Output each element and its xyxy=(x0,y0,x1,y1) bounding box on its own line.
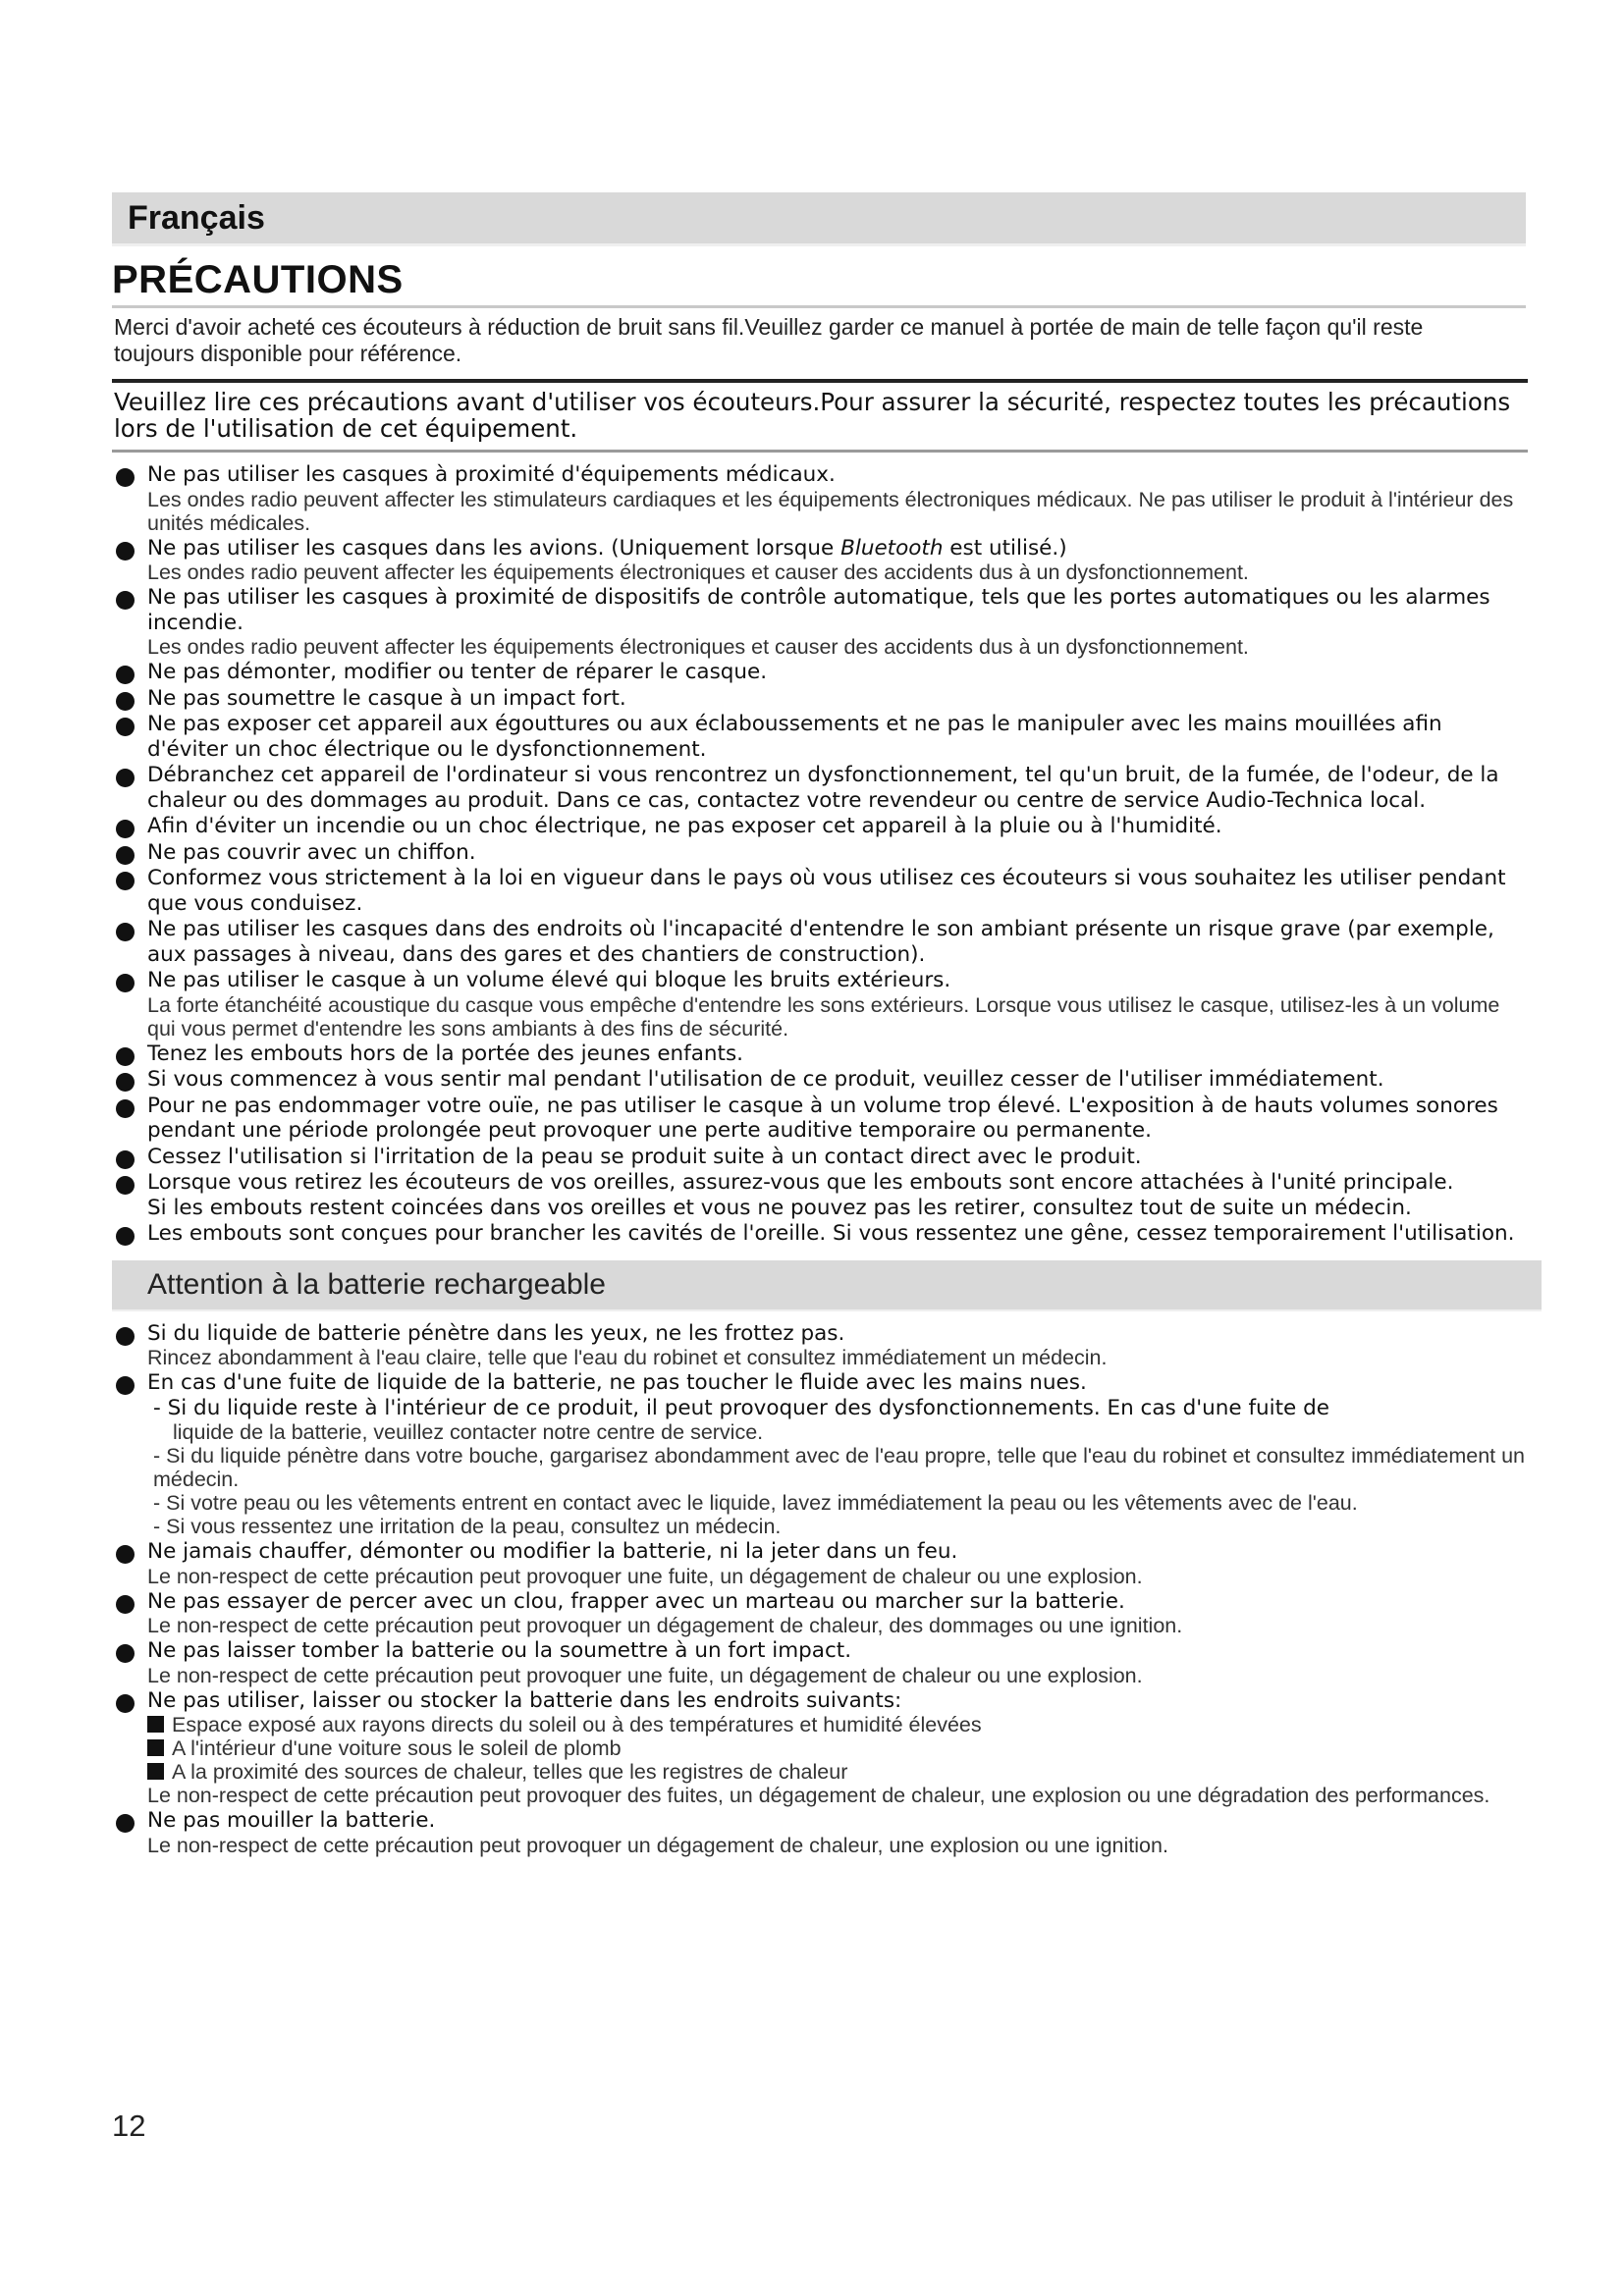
list-item xyxy=(112,866,1526,916)
list-item xyxy=(112,814,1526,839)
item-body: Les ondes radio peuvent affecter les équipements électroniques et causer des accidents dus à un dysfonctionnement. xyxy=(147,635,1249,659)
list-item xyxy=(112,1539,1526,1588)
list-item xyxy=(112,1094,1526,1144)
list-item xyxy=(112,660,1526,685)
square-bullet-icon xyxy=(147,1716,164,1733)
square-bullet-text: Espace exposé aux rayons directs du soleil ou à des températures et humidité élevées xyxy=(172,1713,982,1736)
item-body: Les ondes radio peuvent affecter les stimulateurs cardiaques et les équipements électroniques médicaux. Ne pas utiliser le produit à l'intérieur des unités médicales. xyxy=(147,487,1514,535)
item-heading: Ne pas essayer de percer avec un clou, frapper avec un marteau ou marcher sur la batterie. xyxy=(147,1588,1125,1614)
square-bullet-text: A l'intérieur d'une voiture sous le soleil de plomb xyxy=(172,1736,622,1760)
list-item xyxy=(112,917,1526,967)
item-body: Le non-respect de cette précaution peut provoquer une fuite, un dégagement de chaleur ou une explosion. xyxy=(147,1564,1143,1588)
item-subpoint: - Si du liquide reste à l'intérieur de ce produit, il peut provoquer des dysfonctionnements. En cas d'une fuite de xyxy=(153,1395,1329,1420)
item-body: Le non-respect de cette précaution peut provoquer un dégagement de chaleur, des dommages ou une ignition. xyxy=(147,1614,1183,1637)
item-heading: Cessez l'utilisation si l'irritation de la peau se produit suite à un contact direct avec le produit. xyxy=(147,1144,1142,1169)
item-heading: Tenez les embouts hors de la portée des jeunes enfants. xyxy=(147,1041,744,1066)
item-heading: Ne pas utiliser les casques à proximité de dispositifs de contrôle automatique, tels que les portes automatiques ou les alarmes incendie. xyxy=(147,585,1490,635)
battery-section-header: Attention à la batterie rechargeable xyxy=(112,1260,1542,1311)
item-subpoint: - Si votre peau ou les vêtements entrent en contact avec le liquide, lavez immédiatement la peau ou les vêtements avec de l'eau. xyxy=(153,1491,1358,1515)
square-bullet-item xyxy=(147,1736,1526,1760)
item-heading: Ne pas utiliser, laisser ou stocker la batterie dans les endroits suivants: xyxy=(147,1687,902,1713)
heading-text: Ne pas utiliser les casques dans les avions. (Uniquement lorsque xyxy=(147,535,841,561)
list-item xyxy=(112,840,1526,866)
list-item xyxy=(112,686,1526,712)
list-item xyxy=(112,1170,1526,1220)
item-heading: Ne pas utiliser les casques à proximité d'équipements médicaux. xyxy=(147,462,836,487)
list-item xyxy=(112,1321,1526,1370)
item-heading: Lorsque vous retirez les écouteurs de vos oreilles, assurez-vous que les embouts sont encore attachées à l'unité principale. xyxy=(147,1170,1454,1195)
safety-notice: Veuillez lire ces précautions avant d'utiliser vos écouteurs.Pour assurer la sécurité, respectez toutes les précautions lors de l'utilisation de cet équipement. xyxy=(112,379,1528,453)
item-heading: Ne pas utiliser le casque à un volume élevé qui bloque les bruits extérieurs. xyxy=(147,968,951,992)
item-heading: Ne pas laisser tomber la batterie ou la soumettre à un fort impact. xyxy=(147,1638,852,1663)
list-item xyxy=(112,1638,1526,1687)
item-heading: Débranchez cet appareil de l'ordinateur si vous rencontrez un dysfonctionnement, tel qu'un bruit, de la fumée, de l'odeur, de la chaleur ou des dommages au produit. Dans ce cas, contactez votre revendeur ou centre de service Audio-Technica local. xyxy=(147,763,1499,813)
battery-list xyxy=(112,1321,1526,1857)
list-item xyxy=(112,1221,1526,1247)
square-bullet-text: A la proximité des sources de chaleur, telles que les registres de chaleur xyxy=(172,1760,848,1784)
item-subpoint: - Si du liquide pénètre dans votre bouche, gargarisez abondamment avec de l'eau propre, telle que l'eau du robinet et consultez immédiatement un médecin. xyxy=(153,1444,1526,1491)
item-subpoint: - Si vous ressentez une irritation de la peau, consultez un médecin. xyxy=(153,1515,782,1538)
list-item xyxy=(112,462,1526,535)
item-extra: Si les embouts restent coincées dans vos oreilles et vous ne pouvez pas les retirer, consultez tout de suite un médecin. xyxy=(147,1195,1412,1220)
item-heading: Conformez vous strictement à la loi en vigueur dans le pays où vous utilisez ces écouteurs si vous souhaitez les utiliser pendant que vous conduisez. xyxy=(147,866,1506,916)
list-item xyxy=(112,1688,1526,1808)
square-bullet-icon xyxy=(147,1739,164,1756)
item-heading: Ne pas utiliser les casques dans des endroits où l'incapacité d'entendre le son ambiant présente un risque grave (par exemple, aux passages à niveau, dans des gares et des chantiers de construction). xyxy=(147,917,1494,967)
item-heading: Les embouts sont conçues pour brancher les cavités de l'oreille. Si vous ressentez une gêne, cessez temporairement l'utilisation. xyxy=(147,1221,1515,1246)
item-body: La forte étanchéité acoustique du casque vous empêche d'entendre les sons extérieurs. Lorsque vous utilisez le casque, utilisez-les à un volume qui vous permet d'entendre les sons ambiants à des fins de sécurité. xyxy=(147,992,1500,1041)
item-body: Le non-respect de cette précaution peut provoquer un dégagement de chaleur, une explosion ou une ignition. xyxy=(147,1833,1168,1857)
square-bullet-item xyxy=(147,1713,1526,1736)
item-heading: Si vous commencez à vous sentir mal pendant l'utilisation de ce produit, veuillez cesser de l'utiliser immédiatement. xyxy=(147,1067,1384,1092)
bluetooth-term: Bluetooth xyxy=(840,535,944,561)
language-header: Français xyxy=(112,192,1526,246)
list-item xyxy=(112,712,1526,762)
item-heading: Ne pas mouiller la batterie. xyxy=(147,1808,436,1833)
item-body: Le non-respect de cette précaution peut provoquer une fuite, un dégagement de chaleur ou une explosion. xyxy=(147,1663,1143,1687)
list-item xyxy=(112,1067,1526,1093)
item-body: Les ondes radio peuvent affecter les équipements électroniques et causer des accidents dus à un dysfonctionnement. xyxy=(147,561,1249,584)
precautions-list xyxy=(112,462,1526,1247)
item-heading: En cas d'une fuite de liquide de la batterie, ne pas toucher le fluide avec les mains nues. xyxy=(147,1370,1087,1395)
item-heading: Ne jamais chauffer, démonter ou modifier la batterie, ni la jeter dans un feu. xyxy=(147,1539,958,1564)
list-item xyxy=(112,536,1526,585)
item-heading: Ne pas démonter, modifier ou tenter de réparer le casque. xyxy=(147,660,768,684)
manual-page xyxy=(112,192,1526,1857)
item-heading xyxy=(147,536,1526,561)
list-item xyxy=(112,1145,1526,1170)
item-heading: Ne pas exposer cet appareil aux égouttures ou aux éclaboussements et ne pas le manipuler avec les mains mouillées afin d'éviter un choc électrique ou le dysfonctionnement. xyxy=(147,712,1442,762)
page-title: PRÉCAUTIONS xyxy=(112,258,404,301)
square-bullet-icon xyxy=(147,1763,164,1780)
list-item xyxy=(112,1370,1526,1538)
list-item xyxy=(112,968,1526,1041)
item-body: Le non-respect de cette précaution peut provoquer des fuites, un dégagement de chaleur, une explosion ou une dégradation des performances. xyxy=(147,1784,1490,1807)
item-subpoint: liquide de la batterie, veuillez contacter notre centre de service. xyxy=(173,1420,764,1444)
item-heading: Afin d'éviter un incendie ou un choc électrique, ne pas exposer cet appareil à la pluie ou à l'humidité. xyxy=(147,814,1222,838)
item-heading: Ne pas soumettre le casque à un impact fort. xyxy=(147,685,626,711)
item-heading: Si du liquide de batterie pénètre dans les yeux, ne les frottez pas. xyxy=(147,1320,845,1346)
list-item xyxy=(112,585,1526,659)
page-number: 12 xyxy=(112,2109,146,2143)
item-heading: Pour ne pas endommager votre ouïe, ne pas utiliser le casque à un volume trop élevé. L'exposition à de hauts volumes sonores pendant une période prolongée peut provoquer une perte auditive temporaire ou permanente. xyxy=(147,1093,1498,1143)
heading-text: est utilisé.) xyxy=(943,535,1067,561)
list-item xyxy=(112,1041,1526,1067)
list-item xyxy=(112,1808,1526,1857)
title-row xyxy=(112,254,1526,308)
list-item xyxy=(112,763,1526,813)
item-heading: Ne pas couvrir avec un chiffon. xyxy=(147,839,476,865)
list-item xyxy=(112,1589,1526,1638)
intro-paragraph: Merci d'avoir acheté ces écouteurs à réduction de bruit sans fil.Veuillez garder ce manuel à portée de main de telle façon qu'il reste toujours disponible pour référence. xyxy=(114,314,1424,366)
square-bullet-item xyxy=(147,1760,1526,1784)
item-body: Rincez abondamment à l'eau claire, telle que l'eau du robinet et consultez immédiatement un médecin. xyxy=(147,1346,1108,1369)
